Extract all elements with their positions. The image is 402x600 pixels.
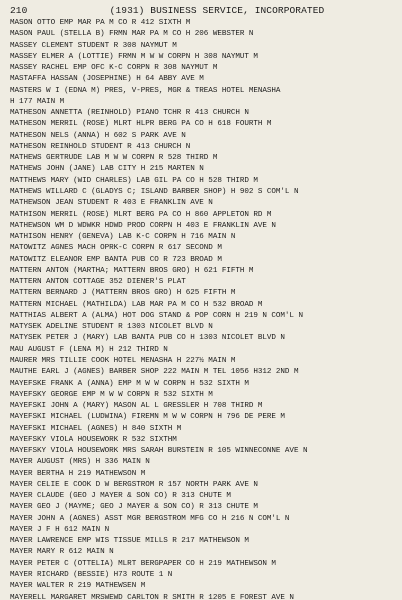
directory-entry: MATHISON MERRIL (ROSE) MLRT BERG PA CO H 860 APPLETON RD M xyxy=(10,210,272,219)
directory-entry: MATHEWS JOHN (JANE) LAB CITY H 215 MARTEN N xyxy=(10,165,204,174)
page-number: 210 xyxy=(10,5,28,16)
directory-entry: MATHEWSON WM D WDWKR HDWD PROD CORPN H 403 E FRANKLIN AVE N xyxy=(10,221,276,230)
directory-entry: MASSEY RACHEL EMP OFC K-C CORPN R 308 NAYMUT M xyxy=(10,64,218,73)
directory-entry: MAYEFSKI MICHAEL (AGNES) H 840 SIXTH M xyxy=(10,424,182,433)
page-header xyxy=(10,4,402,17)
directory-entry: MASTERS W I (EDNA M) PRES, V-PRES, MGR & TREAS HOTEL MENASHA xyxy=(10,86,281,95)
directory-entry: MAYEFSKY VIOLA HOUSEWORK R 532 SIXTHM xyxy=(10,435,177,444)
directory-entry: MATTERN ANTON COTTAGE 352 DIENER'S PLAT xyxy=(10,278,186,287)
directory-entry: MAU AUGUST F (LENA M) H 212 THIRD N xyxy=(10,345,168,354)
directory-entry: MAYER GEO J (MAYME; GEO J MAYER & SON CO) R 313 CHUTE M xyxy=(10,503,258,512)
directory-entry: MAYER CLAUDE (GEO J MAYER & SON CO) R 313 CHUTE M xyxy=(10,492,231,501)
directory-entry: MATHESON NELS (ANNA) H 602 S PARK AVE N xyxy=(10,131,186,140)
directory-entry: MATHESON MERRIL (ROSE) MLRT HLPR BERG PA CO H 618 FOURTH M xyxy=(10,120,272,129)
directory-entry: MAYER J F H 612 MAIN N xyxy=(10,525,110,534)
page-title: (1931) BUSINESS SERVICE, INCORPORATED xyxy=(109,5,325,16)
directory-entry: MAYER LAWRENCE EMP WIS TISSUE MILLS R 217 MATHEWSON M xyxy=(10,537,249,546)
directory-entry: MAYEFSKY VIOLA HOUSEWORK MRS SARAH BURSTEIN R 105 WINNECONNE AVE N xyxy=(10,447,308,456)
directory-entry: MASSEY CLEMENT STUDENT R 308 NAYMUT M xyxy=(10,41,177,50)
directory-entry: MAYER CELIE E COOK D W BERGSTROM R 157 NORTH PARK AVE N xyxy=(10,480,258,489)
directory-entry: MAYER PETER C (OTTELIA) MLRT BERGPAPER CO H 219 MATHEWSON M xyxy=(10,559,276,568)
directory-entry: MATHESON ANNETTA (REINHOLD) PIANO TCHR R 413 CHURCH N xyxy=(10,109,249,118)
directory-entry: MATHISON HENRY (GENEVA) LAB K-C CORPN H 716 MAIN N xyxy=(10,233,236,242)
directory-entry: MAYER WALTER R 219 MATHEWSEN M xyxy=(10,582,146,591)
directory-entry: MAYEFSKE FRANK A (ANNA) EMP M W W CORPN H 532 SIXTH M xyxy=(10,379,249,388)
directory-entry: MATHEWS GERTRUDE LAB M W W CORPN R 528 THIRD M xyxy=(10,154,218,163)
directory-entry: MAYER BERTHA H 219 MATHEWSON M xyxy=(10,469,146,478)
directory-entry: MASON PAUL (STELLA B) FRMN MAR PA M CO H 206 WEBSTER N xyxy=(10,30,254,39)
directory-entry: MASSEY ELMER A (LOTTIE) FRMN M W W CORPN H 308 NAYMUT M xyxy=(10,52,258,61)
directory-entry: MATHEWS WILLARD C (GLADYS C; ISLAND BARBER SHOP) H 902 S COM'L N xyxy=(10,187,299,196)
directory-entry: MATTHEWS MARY (WID CHARLES) LAB GIL PA CO H 528 THIRD M xyxy=(10,176,258,185)
directory-entry: MAYER MARY R 612 MAIN N xyxy=(10,548,114,557)
directory-entry: MAURER MRS TILLIE COOK HOTEL MENASHA H 227½ MAIN M xyxy=(10,356,236,365)
directory-entry: MAYERELL MARGARET MRSWEWD CARLTON R SMITH R 1205 E FOREST AVE N xyxy=(10,593,294,600)
directory-entry: MATTERN BERNARD J (MATTERN BROS GRO) H 625 FIFTH M xyxy=(10,289,236,298)
directory-entry: MAYEFSKY GEORGE EMP M W W CORPN R 532 SIXTH M xyxy=(10,390,213,399)
directory-entry: MAUTHE EARL J (AGNES) BARBER SHOP 222 MAIN M TEL 1056 H312 2ND M xyxy=(10,368,299,377)
directory-entry: MAYER AUGUST (MRS) H 336 MAIN N xyxy=(10,458,150,467)
directory-entry: MAYER RICHARD (BESSIE) H73 ROUTE 1 N xyxy=(10,571,173,580)
directory-entry: MATTERN MICHAEL (MATHILDA) LAB MAR PA M CO H 532 BROAD M xyxy=(10,300,263,309)
directory-entry: MATHESON REINHOLD STUDENT R 413 CHURCH N xyxy=(10,142,191,151)
directory-entry: MATYSEK PETER J (MARY) LAB BANTA PUB CO H 1303 NICOLET BLVD N xyxy=(10,334,285,343)
directory-entry: MAYER JOHN A (AGNES) ASST MGR BERGSTROM MFG CO H 216 N COM'L N xyxy=(10,514,290,523)
directory-entry: MAYEFSKI JOHN A (MARY) MASON AL L GRESSLER H 708 THIRD M xyxy=(10,402,263,411)
directory-entry: MASON OTTO EMP MAR PA M CO R 412 SIXTH M xyxy=(10,19,191,27)
directory-entry: MATTERN ANTON (MARTHA; MATTERN BROS GRO) H 621 FIFTH M xyxy=(10,266,254,275)
directory-entry: MAYEFSKI MICHAEL (LUDWINA) FIREMN M W W CORPN H 796 DE PERE M xyxy=(10,413,285,422)
directory-entry: MATYSEK ADELINE STUDENT R 1303 NICOLET BLVD N xyxy=(10,323,213,332)
directory-entry: MASTAFFA HASSAN (JOSEPHINE) H 64 ABBY AVE M xyxy=(10,75,204,84)
directory-entry: MATHEWSON JEAN STUDENT R 403 E FRANKLIN AVE N xyxy=(10,199,213,208)
directory-entry: MATOWITZ ELEANOR EMP BANTA PUB CO R 723 BROAD M xyxy=(10,255,222,264)
directory-listing xyxy=(10,18,402,600)
directory-entry: MATOWITZ AGNES MACH OPRK-C CORPN R 617 SECOND M xyxy=(10,244,222,253)
directory-entry: H 177 MAIN M xyxy=(10,97,65,106)
directory-entry: MATTHIAS ALBERT A (ALMA) HOT DOG STAND & POP CORN H 219 N COM'L N xyxy=(10,311,303,320)
